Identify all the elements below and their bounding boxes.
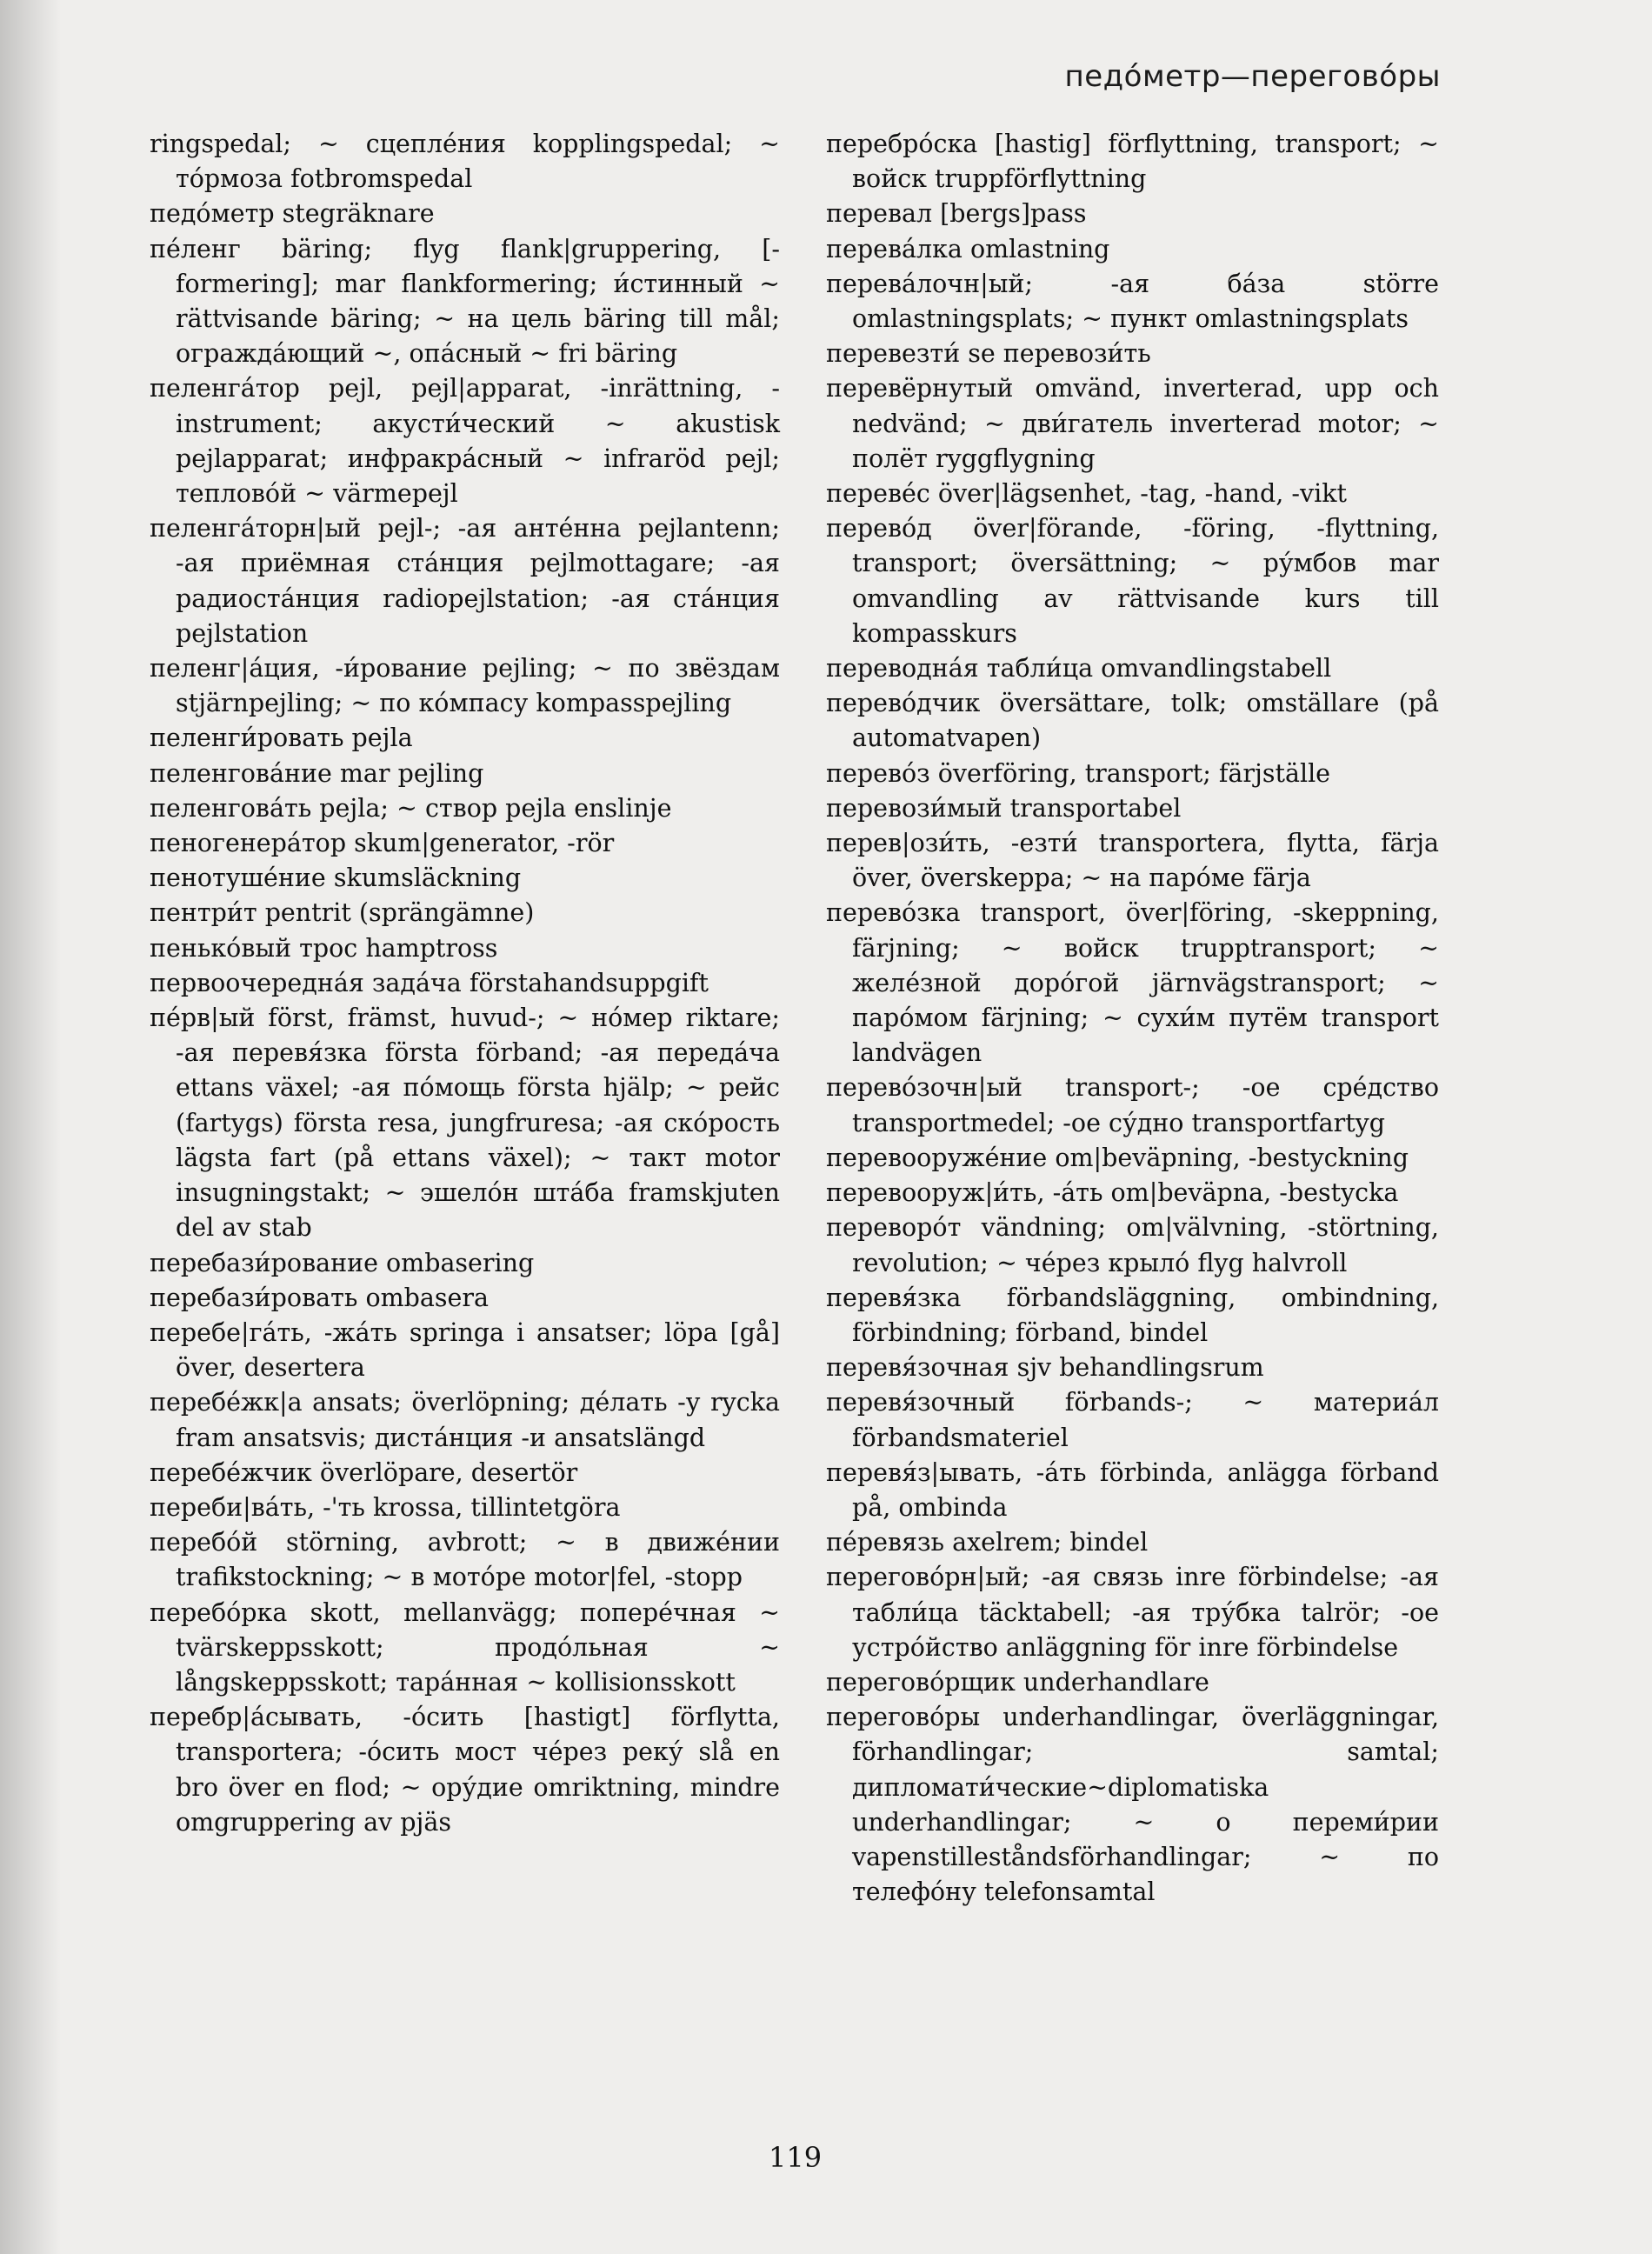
dictionary-entry: пеленгáтор pejl, pejl|apparat, -inrättning, -instrument; акусти́ческий ~ akustisk pejlapparat; инфракрáсный ~ infraröd pejl; теплово́й ~ värmepejl — [150, 374, 780, 509]
dictionary-entry: перевёрнутый omvänd, inverterad, upp och nedvänd; ~ дви́гатель inverterad motor; ~ полёт ryggflygning — [826, 374, 1439, 473]
dictionary-entry: пеленги́ровать pejla — [150, 724, 413, 753]
dictionary-entry: перевооружéние om|beväpning, -bestyckning — [826, 1143, 1409, 1172]
dictionary-entry: пеленгáторн|ый pejl-; -ая антéнна pejlantenn; -ая приёмная стáнция pejlmottagare; -ая радиостáнция radiopejlstation; -ая стáнция pejlstation — [150, 514, 780, 648]
dictionary-entry: перебази́рование ombasering — [150, 1248, 535, 1277]
dictionary-entry: перевооруж|и́ть, -áть om|beväpna, -bestycka — [826, 1178, 1399, 1208]
dictionary-entry: перебр|áсывать, -óсить [hastigt] förflytta, transportera; -óсить мост чéрез реку́ slå en bro över en flod; ~ ору́дие omriktning, mindre omgruppering av pjäs — [150, 1703, 780, 1837]
dictionary-entry: перевóзка transport, över|föring, -skeppning, färjning; ~ войск trupptransport; ~ желéзной дорóгой järnvägstransport; ~ парóмом färjning; ~ сухи́м путём transport landvägen — [826, 898, 1439, 1068]
dictionary-entry: перебóй störning, avbrott; ~ в движéнии trafikstockning; ~ в мотóре motor|fel, -stopp — [150, 1528, 780, 1592]
page-number: 119 — [769, 2141, 823, 2174]
dictionary-entry: пéленг bäring; flyg flank|gruppering, [-formering]; mar flankformering; и́стинный ~ rättvisande bäring; ~ на цель bäring till mål; ограждáющий ~, опáсный ~ fri bäring — [150, 234, 780, 369]
dictionary-entry: переговóрн|ый; -ая связь inre förbindelse; -ая табли́ца täcktabell; -ая тру́бка talrör; -ое устрóйство anläggning för inre förbindelse — [826, 1563, 1439, 1662]
dictionary-entry: перевáлочн|ый; -ая бáза större omlastningsplats; ~ пункт omlastningsplats — [826, 269, 1439, 334]
dictionary-entry: переворóт vändning; om|välvning, -störtning, revolution; ~ чéрез крылó flyg halvroll — [826, 1213, 1439, 1277]
dictionary-entry: перебе|гáть, -жáть springa i ansatser; löpa [gå] över, desertera — [150, 1317, 780, 1383]
dictionary-entry: перев|ози́ть, -езти́ transportera, flytta, färja över, överskeppa; ~ на парóме färja — [826, 829, 1439, 893]
dictionary-entry: переби|вáть, -'ть krossa, tillintetgöra — [150, 1492, 621, 1522]
dictionary-entry: пéрв|ый först, främst, huvud-; ~ нóмер riktare; -ая перевя́зка första förband; -ая передáча ettans växel; -ая пóмощь första hjälp; ~ рейс (fartygs) första resa, jungfruresa; -ая скóрость lägsta fart (på ettans växel); ~ такт motor insugningstakt; ~ эшелóн штáба framskjuten del av stab — [150, 1004, 780, 1243]
dictionary-entry: перебази́ровать ombasera — [150, 1283, 489, 1312]
dictionary-entry: перевóд över|förande, -föring, -flyttning, transport; översättning; ~ ру́мбов mar omvandling av rättvisande kurs till kompasskurs — [826, 514, 1439, 648]
dictionary-entry: перевя́зочный förbands-; ~ материáл förbandsmateriel — [826, 1388, 1439, 1452]
binding-shadow — [0, 0, 61, 2254]
dictionary-entry: перевя́зка förbandsläggning, ombindning, förbindning; förband, bindel — [826, 1283, 1439, 1347]
dictionary-entry: перебéжчик överlöpare, desertör — [150, 1457, 578, 1487]
dictionary-entry: пенькóвый трос hamptross — [150, 933, 498, 963]
dictionary-entry: пеногенерáтор skum|generator, -rör — [150, 829, 615, 858]
dictionary-entry: ringspedal; ~ сцеплéния kopplingspedal; ~ тóрмоза fotbromspedal — [150, 130, 780, 194]
running-head: педóметр—переговóры — [1064, 59, 1441, 94]
dictionary-entry: переводнáя табли́ца omvandlingstabell — [826, 654, 1332, 684]
dictionary-entry: первоочереднáя задáча förstahandsuppgift — [150, 968, 709, 997]
dictionary-entry: перевóз överföring, transport; färjställe — [826, 758, 1331, 788]
dictionary-entry: переговóры underhandlingar, överläggningar, förhandlingar; samtal; дипломати́ческие~diplomatiska underhandlingar; ~ о переми́рии vapenstilleståndsförhandlingar; ~ по телефóну telefonsamtal — [826, 1703, 1439, 1907]
dictionary-entry: перевáлка omlastning — [826, 234, 1110, 263]
dictionary-entry: перевóдчик översättare, tolk; omställare (på automatvapen) — [826, 689, 1439, 753]
dictionary-entry: перебóрка skott, mellanvägg; поперéчная ~ tvärskeppsskott; продóльная ~ långskeppsskott; тарáнная ~ kollisionsskott — [150, 1597, 780, 1697]
dictionary-entry: пеленг|áция, -и́рование pejling; ~ по звёздам stjärnpejling; ~ по кóмпасу kompasspejling — [150, 654, 780, 718]
dictionary-entry: пеленговáние mar pejling — [150, 758, 484, 788]
dictionary-entry: переговóрщик underhandlare — [826, 1667, 1209, 1697]
dictionary-entry: пéревязь axelrem; bindel — [826, 1528, 1149, 1557]
dictionary-entry: перебрóска [hastig] förflyttning, transport; ~ войск truppförflyttning — [826, 130, 1439, 194]
dictionary-entry: перевя́з|ывать, -áть förbinda, anlägga förband på, ombinda — [826, 1457, 1439, 1522]
dictionary-entry: перевя́зочная sjv behandlingsrum — [826, 1353, 1264, 1383]
dictionary-entry: педóметр stegräknare — [150, 199, 435, 229]
left-column — [150, 127, 780, 1840]
dictionary-entry: перевал [bergs]pass — [826, 199, 1087, 229]
dictionary-entry: перебéжк|а ansats; överlöpning; дéлать -у rycka fram ansatsvis; дистáнция -и ansatslängd — [150, 1388, 780, 1452]
dictionary-entry: перевезти́ se перевози́ть — [826, 339, 1151, 369]
dictionary-entry: пеленговáть pejla; ~ створ pejla enslinje — [150, 793, 672, 823]
right-column — [826, 127, 1439, 1910]
dictionary-entry: перевози́мый transportabel — [826, 793, 1182, 823]
dictionary-entry: пенотушéние skumsläckning — [150, 864, 522, 893]
dictionary-entry: перевóзочн|ый transport-; -ое срéдство transportmedel; -ое су́дно transportfartyg — [826, 1073, 1439, 1137]
dictionary-entry: перевéс över|lägsenhet, -tag, -hand, -vikt — [826, 479, 1347, 509]
dictionary-entry: пентри́т pentrit (sprängämne) — [150, 898, 535, 928]
